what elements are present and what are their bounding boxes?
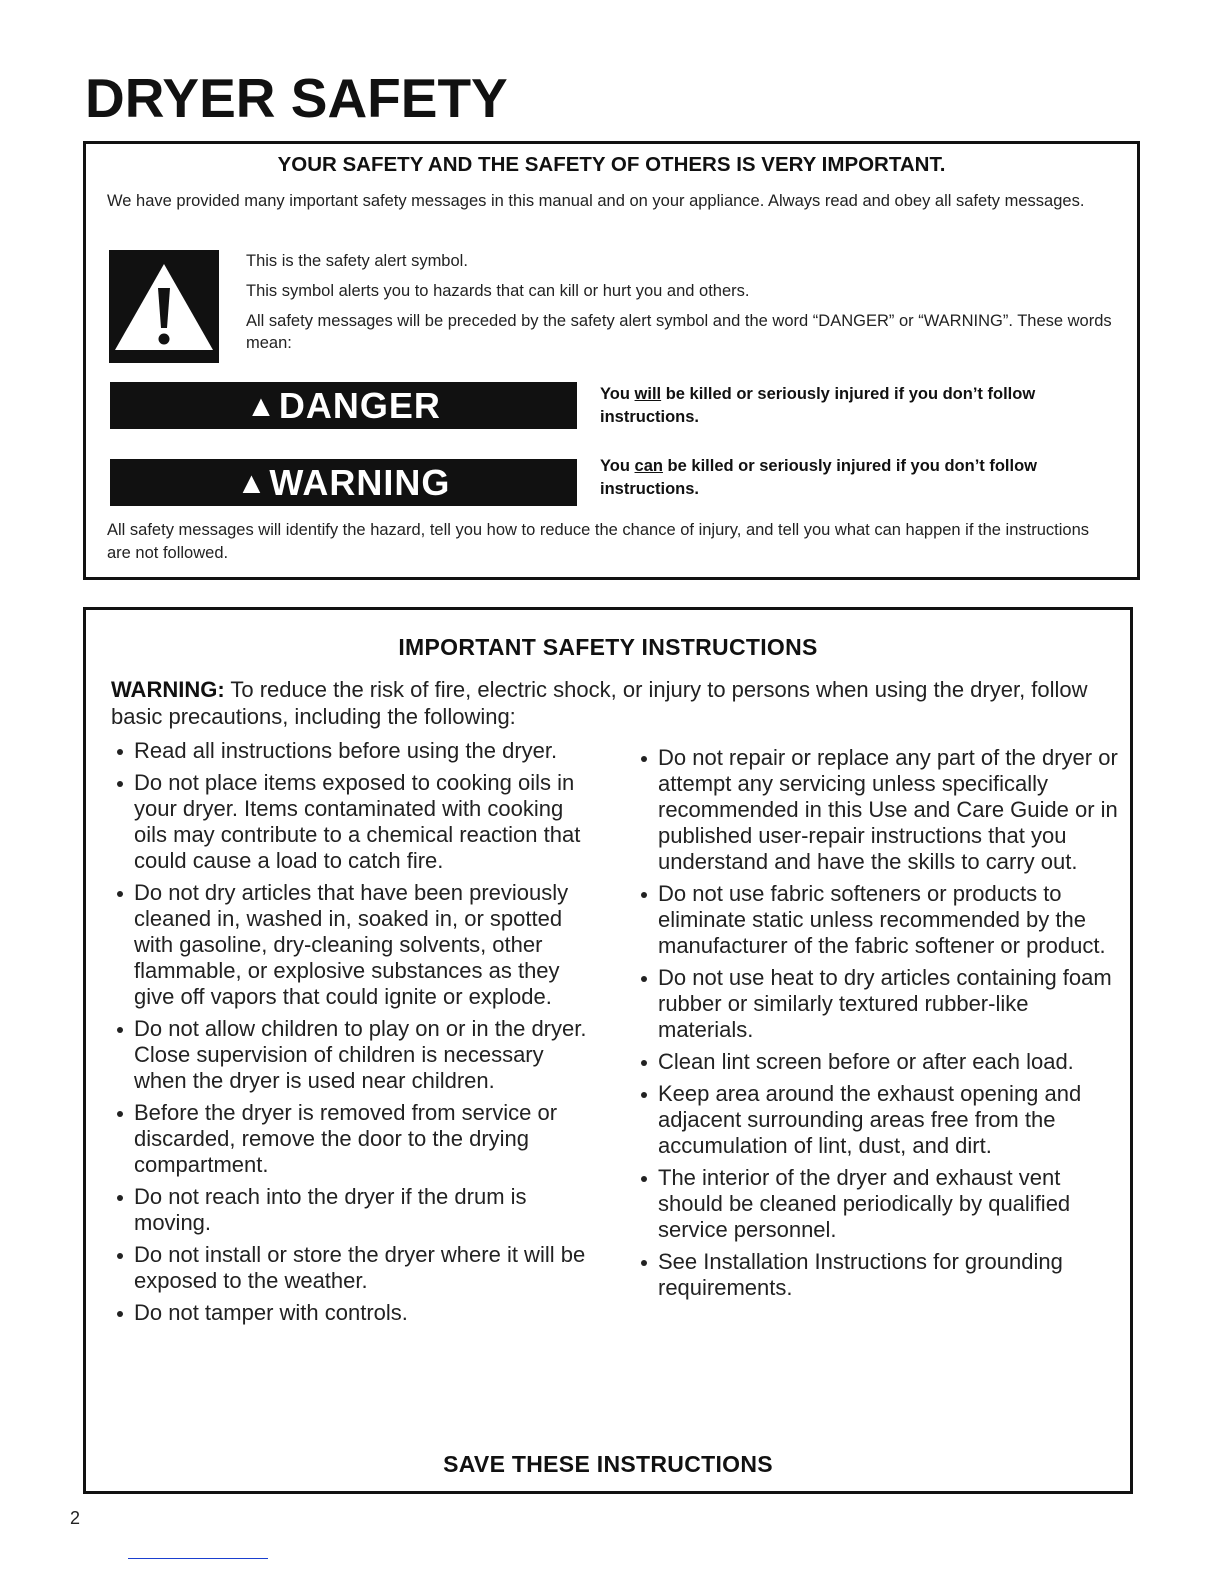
list-item-text: Clean lint screen before or after each load. <box>658 1049 1074 1074</box>
important-safety-instructions-box <box>83 607 1133 1494</box>
bullet-icon <box>117 1195 123 1201</box>
bullet-icon <box>641 1060 647 1066</box>
safety-intro-text: We have provided many important safety messages in this manual and on your appliance. Always read and obey all safety messages. <box>107 192 1085 210</box>
danger-signal-label <box>110 382 577 429</box>
warning-description <box>600 455 1100 501</box>
list-item-text: Keep area around the exhaust opening and adjacent surrounding areas free from the accumulation of lint, dust, and dirt. <box>658 1081 1082 1158</box>
list-item <box>638 745 1118 875</box>
list-item <box>638 1081 1118 1159</box>
page-title: DRYER SAFETY <box>85 67 508 129</box>
bullet-icon <box>641 1092 647 1098</box>
bullet-icon <box>641 1176 647 1182</box>
instructions-heading: IMPORTANT SAFETY INSTRUCTIONS <box>398 634 818 660</box>
safety-messages-note: All safety messages will identify the hazard, tell you how to reduce the chance of injury, and tell you what can happen if the instructions are not followed. <box>107 521 1089 562</box>
danger-label-text: DANGER <box>278 385 441 426</box>
list-item <box>638 1165 1118 1243</box>
bullet-icon <box>641 1260 647 1266</box>
bullet-icon <box>117 1111 123 1117</box>
safety-alert-symbol-icon <box>109 250 219 363</box>
safety-intro-box <box>83 141 1140 580</box>
list-item-text: Do not dry articles that have been previously cleaned in, washed in, soaked in, or spotted with gasoline, dry-cleaning solvents, other flammable, or explosive substances as they give off vapors that could ignite or explode. <box>134 880 569 1009</box>
warning-label-text: WARNING <box>269 462 451 503</box>
danger-description <box>600 383 1100 429</box>
list-item <box>114 880 594 1010</box>
warning-triangle-icon: ▲ <box>246 390 277 423</box>
warning-signal-label <box>110 459 577 506</box>
bullet-icon <box>641 976 647 982</box>
danger-emphasis: will <box>634 385 662 403</box>
bullet-icon <box>117 781 123 787</box>
warning-text: To reduce the risk of fire, electric shock, or injury to persons when using the dryer, follow basic precautions, including the following: <box>111 677 1088 729</box>
bullet-icon <box>117 891 123 897</box>
list-item-text: Do not reach into the dryer if the drum is moving. <box>134 1184 527 1235</box>
list-item-text: Do not use heat to dry articles containing foam rubber or similarly textured rubber-like materials. <box>658 965 1112 1042</box>
danger-text-before: You <box>600 385 635 403</box>
list-item <box>638 881 1118 959</box>
warning-text-after: be killed or seriously injured if you don’t follow instructions. <box>600 457 1038 498</box>
alert-line: All safety messages will be preceded by the safety alert symbol and the word “DANGER” or “WARNING”. These words mean: <box>246 312 1112 352</box>
list-item-text: The interior of the dryer and exhaust vent should be cleaned periodically by qualified service personnel. <box>658 1165 1071 1242</box>
instructions-left-column <box>114 738 594 1332</box>
bullet-icon <box>117 1311 123 1317</box>
list-item <box>638 1049 1118 1075</box>
list-item-text: See Installation Instructions for grounding requirements. <box>658 1249 1063 1300</box>
alert-line: This symbol alerts you to hazards that can kill or hurt you and others. <box>246 282 750 300</box>
warning-triangle-icon: ▲ <box>236 467 268 500</box>
list-item <box>114 1242 594 1294</box>
bullet-icon <box>117 1027 123 1033</box>
list-item <box>114 1016 594 1094</box>
list-item-text: Do not use fabric softeners or products to eliminate static unless recommended by the manufacturer of the fabric softener or product. <box>658 881 1106 958</box>
list-item <box>114 1184 594 1236</box>
list-item <box>114 1100 594 1178</box>
instructions-right-column <box>638 745 1118 1307</box>
footer-rule <box>128 1558 268 1559</box>
list-item-text: Before the dryer is removed from service or discarded, remove the door to the drying compartment. <box>134 1100 558 1177</box>
alert-line: This is the safety alert symbol. <box>246 252 468 270</box>
warning-lead: WARNING: <box>111 677 225 702</box>
bullet-icon <box>117 749 123 755</box>
save-instructions-heading: SAVE THESE INSTRUCTIONS <box>443 1451 773 1477</box>
warning-paragraph <box>111 676 1141 730</box>
list-item-text: Read all instructions before using the dryer. <box>134 738 558 763</box>
safety-alert-description <box>246 250 1116 354</box>
danger-text-after: be killed or seriously injured if you don’t follow instructions. <box>600 385 1036 426</box>
bullet-icon <box>641 756 647 762</box>
list-item-text: Do not allow children to play on or in the dryer. Close supervision of children is necessary when the dryer is used near children. <box>134 1016 587 1093</box>
page-number: 2 <box>70 1508 81 1528</box>
list-item <box>114 1300 594 1326</box>
bullet-icon <box>641 892 647 898</box>
list-item <box>638 1249 1118 1301</box>
warning-text-before: You <box>600 457 635 475</box>
list-item-text: Do not tamper with controls. <box>134 1300 408 1325</box>
bullet-icon <box>117 1253 123 1259</box>
list-item-text: Do not repair or replace any part of the dryer or attempt any servicing unless specifically recommended in this Use and Care Guide or in published user-repair instructions that you understand and have the skills to carry out. <box>658 745 1118 874</box>
list-item-text: Do not install or store the dryer where it will be exposed to the weather. <box>134 1242 586 1293</box>
safety-intro-heading: YOUR SAFETY AND THE SAFETY OF OTHERS IS VERY IMPORTANT. <box>277 153 946 176</box>
list-item <box>638 965 1118 1043</box>
list-item-text: Do not place items exposed to cooking oils in your dryer. Items contaminated with cooking oils may contribute to a chemical reaction that could cause a load to catch fire. <box>134 770 581 873</box>
warning-emphasis: can <box>634 457 663 475</box>
list-item <box>114 738 594 764</box>
list-item <box>114 770 594 874</box>
